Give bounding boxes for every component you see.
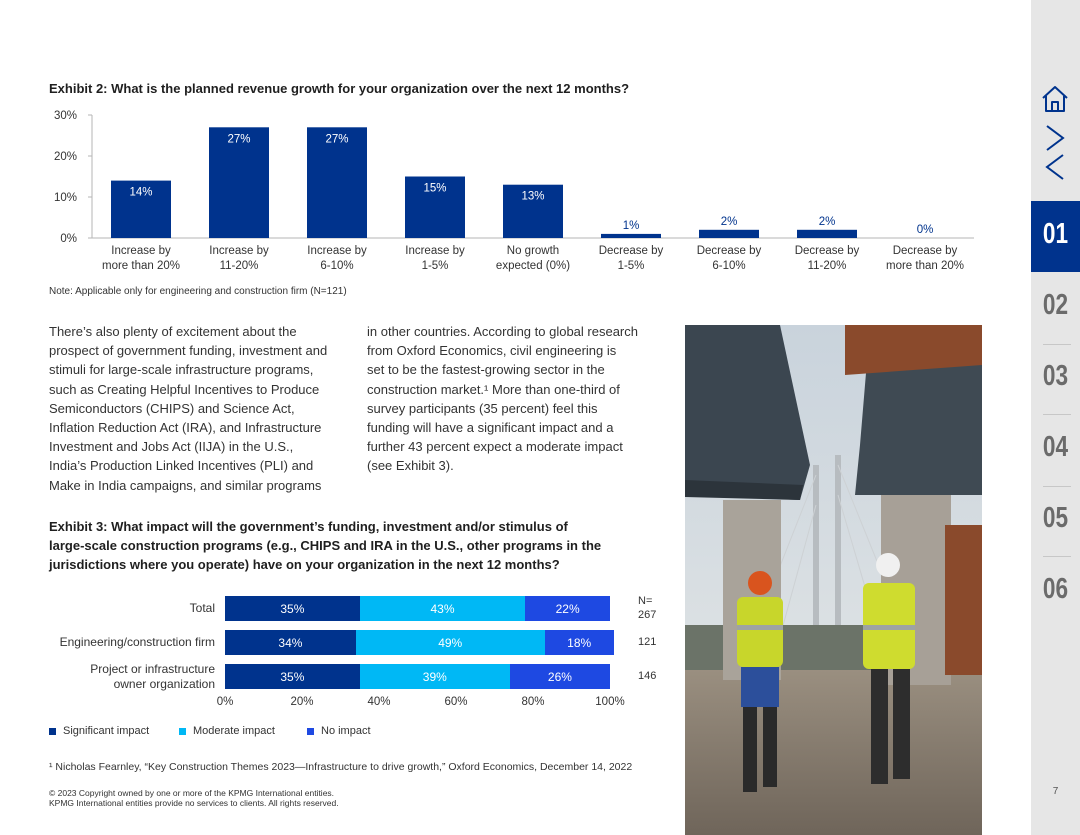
x-category-label: Decrease by <box>696 245 762 257</box>
government-funding-impact-chart <box>40 590 680 715</box>
n-value: 267 <box>638 609 657 621</box>
text-line: There’s also plenty of excitement about the <box>49 324 297 339</box>
bar-value-label: 0% <box>916 224 934 236</box>
construction-workers-photo <box>685 325 982 835</box>
bar-value-label: 13% <box>521 190 545 203</box>
section-03-tab[interactable]: 03 <box>1042 360 1069 392</box>
text-line: Investment and Jobs Act (IIJA) in the U.S., <box>49 439 294 455</box>
text-line: construction market.¹ More than one-third of <box>367 381 620 397</box>
legend-label: No impact <box>321 725 371 737</box>
page-number: 7 <box>1052 786 1059 797</box>
n-value: 146 <box>638 670 657 682</box>
legend-swatch <box>179 728 186 735</box>
row-label-line: Total <box>189 601 215 615</box>
copyright-line: KPMG International entities provide no services to clients. All rights reserved. <box>49 798 339 808</box>
x-category-label: Decrease by <box>598 245 664 257</box>
y-tick-label: 30% <box>53 110 77 122</box>
x-tick-label: 40% <box>367 696 391 708</box>
bar-value-label: 1% <box>622 219 640 232</box>
x-category-label: Decrease by <box>794 245 860 257</box>
chart-legend <box>49 725 449 741</box>
x-tick-label: 20% <box>290 696 314 708</box>
bar-value-label: 27% <box>325 133 349 146</box>
x-tick-label: 0% <box>216 696 234 708</box>
y-tick-label: 10% <box>53 192 77 204</box>
stacked-bar <box>225 596 610 621</box>
n-header: N= <box>638 595 653 607</box>
bar-segment: 35% <box>225 596 360 621</box>
home-icon[interactable] <box>1040 84 1070 114</box>
x-category-label: 1-5% <box>617 260 645 272</box>
section-05-tab[interactable]: 05 <box>1042 502 1069 534</box>
body-text-column-1 <box>49 322 359 495</box>
section-divider <box>1043 344 1071 345</box>
x-category-label: Increase by <box>111 245 171 257</box>
stacked-bar <box>225 630 610 655</box>
bar-segment: 49% <box>356 630 545 655</box>
x-tick-label: 100% <box>595 696 625 708</box>
section-02-tab[interactable]: 02 <box>1042 289 1069 321</box>
x-category-label: 11-20% <box>219 260 259 272</box>
section-06-tab[interactable]: 06 <box>1042 573 1069 605</box>
legend-item <box>179 725 275 737</box>
text-line: stimuli for large-scale infrastructure programs, <box>49 362 314 378</box>
row-label-line: owner organization <box>113 676 215 691</box>
x-category-label: 11-20% <box>807 260 847 272</box>
bar-segment: 39% <box>360 664 510 689</box>
text-line: funding will have a significant impact and a <box>367 420 614 436</box>
text-line: India’s Production Linked Incentives (PLI) and <box>49 458 314 474</box>
x-category-label: expected (0%) <box>495 260 571 272</box>
x-tick-label: 60% <box>444 696 468 708</box>
x-category-label: 6-10% <box>320 260 354 272</box>
x-category-label: 1-5% <box>421 260 449 272</box>
bar-value-label: 2% <box>720 215 738 228</box>
bar <box>797 230 857 238</box>
legend-swatch <box>49 728 56 735</box>
text-line: in other countries. According to global research <box>367 324 638 339</box>
text-line: further 43 percent expect a moderate impact <box>367 439 623 455</box>
title-line: large-scale construction programs (e.g., CHIPS and IRA in the U.S., other programs in the <box>49 538 602 553</box>
bar-value-label: 15% <box>423 182 447 195</box>
bar-segment: 18% <box>545 630 614 655</box>
text-line: from Oxford Economics, civil engineering is <box>367 343 617 359</box>
body-text-column-2 <box>367 322 667 476</box>
footnote: ¹ Nicholas Fearnley, “Key Construction Themes 2023—Infrastructure to drive growth,” Oxford Economics, December 14, 2022 <box>49 761 633 773</box>
x-category-label: No growth <box>506 245 560 257</box>
legend-label: Significant impact <box>63 725 150 737</box>
x-category-label: more than 20% <box>886 260 964 272</box>
x-category-label: Increase by <box>307 245 367 257</box>
n-value: 121 <box>638 636 657 648</box>
exhibit-3-title <box>49 517 669 574</box>
text-line: set to be the fastest-growing sector in the <box>367 362 605 378</box>
section-divider <box>1043 486 1071 487</box>
text-line: Semiconductors (CHIPS) and Science Act, <box>49 400 295 416</box>
row-label-line: Project or infrastructure <box>90 661 215 676</box>
legend-item <box>307 725 371 737</box>
x-category-label: 6-10% <box>712 260 746 272</box>
legend-swatch <box>307 728 314 735</box>
bar-segment: 22% <box>525 596 610 621</box>
bar-segment: 26% <box>510 664 610 689</box>
exhibit-2-title: Exhibit 2: What is the planned revenue growth for your organization over the next 12 months? <box>49 81 630 96</box>
text-line: such as Creating Helpful Incentives to Produce <box>49 381 320 397</box>
bar-value-label: 2% <box>818 215 836 228</box>
x-tick-label: 80% <box>521 696 545 708</box>
y-tick-label: 0% <box>60 233 77 245</box>
x-category-label: Increase by <box>209 245 269 257</box>
row-label <box>15 601 215 616</box>
stacked-bar <box>225 664 610 689</box>
copyright <box>49 788 339 808</box>
chevron-left-icon[interactable] <box>1043 153 1067 181</box>
bar-segment: 34% <box>225 630 356 655</box>
text-line: Inflation Reduction Act (IRA), and Infrastructure <box>49 420 322 436</box>
chevron-right-icon[interactable] <box>1043 124 1067 152</box>
section-divider <box>1043 556 1071 557</box>
x-category-label: more than 20% <box>102 260 180 272</box>
bar <box>699 230 759 238</box>
exhibit-2-note: Note: Applicable only for engineering and construction firm (N=121) <box>49 286 347 297</box>
text-line: Make in India campaigns, and similar programs <box>49 477 322 493</box>
copyright-line: © 2023 Copyright owned by one or more of the KPMG International entities. <box>49 788 335 798</box>
section-divider <box>1043 414 1071 415</box>
text-line: (see Exhibit 3). <box>367 458 454 474</box>
bar-segment: 43% <box>360 596 526 621</box>
row-label <box>15 662 215 692</box>
title-line: jurisdictions where you operate) have on your organization in the next 12 months? <box>49 557 560 572</box>
row-label-line: Engineering/construction firm <box>59 635 215 649</box>
legend-item <box>49 725 149 737</box>
bar <box>601 234 661 238</box>
section-04-tab[interactable]: 04 <box>1042 431 1069 463</box>
x-category-label: Increase by <box>405 245 465 257</box>
revenue-growth-bar-chart <box>40 104 990 284</box>
bar-value-label: 14% <box>129 186 153 199</box>
legend-label: Moderate impact <box>193 725 275 737</box>
text-line: prospect of government funding, investment and <box>49 343 328 359</box>
bar-value-label: 27% <box>227 133 251 146</box>
text-line: survey participants (35 percent) feel this <box>367 400 598 416</box>
x-category-label: Decrease by <box>892 245 958 257</box>
section-01-tab[interactable]: 01 <box>1042 218 1069 250</box>
row-label <box>15 635 215 650</box>
bar-segment: 35% <box>225 664 360 689</box>
title-line: Exhibit 3: What impact will the government’s funding, investment and/or stimulus of <box>49 519 568 534</box>
y-tick-label: 20% <box>53 151 77 163</box>
